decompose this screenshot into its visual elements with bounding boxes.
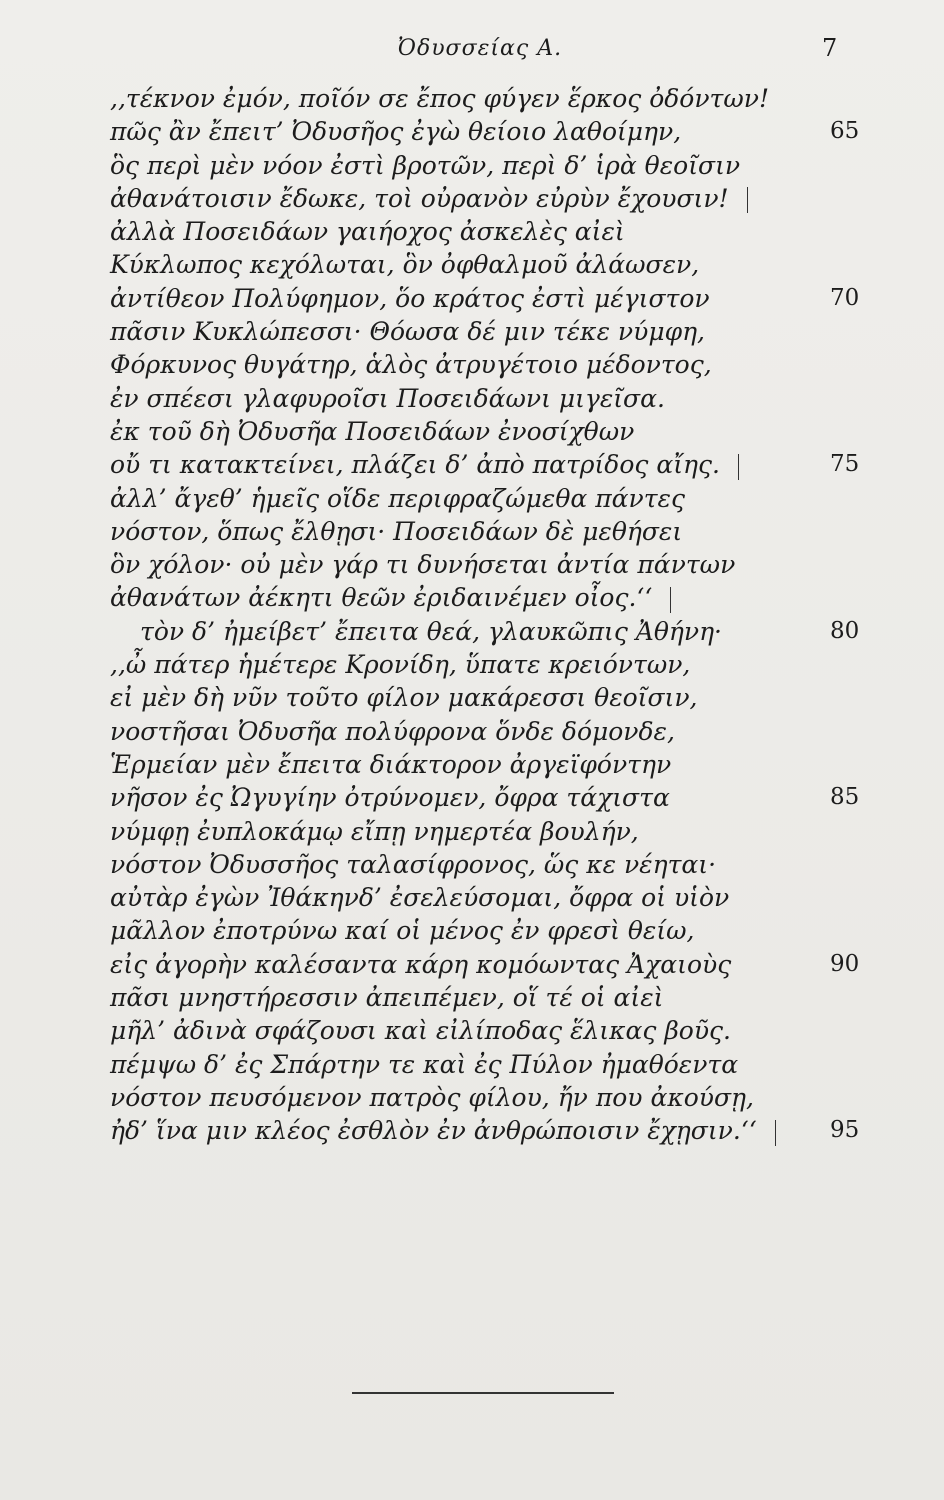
- verse-line: [110, 715, 870, 748]
- verse-text: αὐτὰρ ἐγὼν Ἰθάκηνδ’ ἐσελεύσομαι, ὄφρα οἱ υἱὸν: [110, 883, 730, 913]
- verse-line: [110, 282, 870, 315]
- verse-text: νῆσον ἐς Ὠγυγίην ὀτρύνομεν, ὄφρα τάχιστα: [110, 783, 670, 813]
- verse-line: [110, 1048, 870, 1081]
- verse-line: [110, 948, 870, 981]
- verse-text: ὃν χόλον· οὐ μὲν γάρ τι δυνήσεται ἀντία πάντων: [110, 550, 736, 580]
- verse-division-mark: [670, 587, 671, 613]
- verse-line: [110, 615, 870, 648]
- line-number: 75: [830, 451, 860, 478]
- verse-text: ἀθανάτων ἀέκητι θεῶν ἐριδαινέμεν οἶος.‘‘: [110, 583, 653, 613]
- verse-line: [110, 515, 870, 548]
- verse-line: [110, 881, 870, 914]
- verse-text: ,,ὦ πάτερ ἡμέτερε Κρονίδη, ὕπατε κρειόντων,: [110, 650, 691, 680]
- verse-text: ἀλλ’ ἄγεθ’ ἡμεῖς οἵδε περιφραζώμεθα πάντες: [110, 483, 685, 513]
- verse-line: [110, 848, 870, 881]
- verse-line: [110, 1081, 870, 1114]
- verse-line: [110, 981, 870, 1014]
- verse-text: ἀντίθεον Πολύφημον, ὅο κράτος ἐστὶ μέγιστον: [110, 283, 710, 313]
- verse-line: [110, 681, 870, 714]
- verse-text: Κύκλωπος κεχόλωται, ὃν ὀφθαλμοῦ ἀλάωσεν,: [110, 250, 700, 280]
- page-number: 7: [822, 34, 838, 62]
- verse-line: [110, 448, 870, 481]
- verse-text: νόστον πευσόμενον πατρὸς φίλου, ἤν που ἀκούσῃ,: [110, 1082, 754, 1112]
- verse-line: [110, 115, 870, 148]
- verse-text: οὔ τι κατακτείνει, πλάζει δ’ ἀπὸ πατρίδος αἴης.: [110, 450, 720, 480]
- verse-line: [110, 648, 870, 681]
- verse-text: ὃς περὶ μὲν νόον ἐστὶ βροτῶν, περὶ δ’ ἱρὰ θεοῖσιν: [110, 150, 741, 180]
- verse-text: τὸν δ’ ἠμείβετ’ ἔπειτα θεά, γλαυκῶπις Ἀθήνη·: [140, 616, 723, 646]
- verse-line: [110, 215, 870, 248]
- verse-line: [110, 748, 870, 781]
- verse-text: μῆλ’ ἀδινὰ σφάζουσι καὶ εἰλίποδας ἕλικας βοῦς.: [110, 1016, 731, 1046]
- verse-text: εἰς ἀγορὴν καλέσαντα κάρη κομόωντας Ἀχαιοὺς: [110, 949, 732, 979]
- running-head-title: Ὀδυσσείας Α.: [397, 36, 563, 61]
- verse-text: Φόρκυνος θυγάτηρ, ἁλὸς ἀτρυγέτοιο μέδοντος,: [110, 350, 712, 380]
- verse-text: Ἑρμείαν μὲν ἔπειτα διάκτορον ἀργεϊφόντην: [110, 749, 672, 779]
- verse-line: [110, 1014, 870, 1047]
- verse-line: [110, 348, 870, 381]
- verse-text: ἠδ’ ἵνα μιν κλέος ἐσθλὸν ἐν ἀνθρώποισιν ἔχῃσιν.‘‘: [110, 1116, 757, 1146]
- verse-line: [110, 548, 870, 581]
- verse-text: νόστον Ὀδυσσῆος ταλασίφρονος, ὥς κε νέηται·: [110, 849, 717, 879]
- line-number: 95: [830, 1117, 860, 1144]
- line-number: 90: [830, 950, 860, 977]
- verse-line: [110, 149, 870, 182]
- verse-line: [110, 581, 870, 614]
- end-rule: [352, 1392, 614, 1394]
- verse-text: ἀλλὰ Ποσειδάων γαιήοχος ἀσκελὲς αἰεὶ: [110, 217, 625, 247]
- verse-line: [110, 315, 870, 348]
- verse-line: [110, 415, 870, 448]
- verse-text: ἐν σπέεσι γλαφυροῖσι Ποσειδάωνι μιγεῖσα.: [110, 383, 665, 413]
- verse-division-mark: [738, 454, 739, 480]
- verse-text: πᾶσι μνηστήρεσσιν ἀπειπέμεν, οἵ τέ οἱ αἰεὶ: [110, 983, 664, 1013]
- verse-text: εἰ μὲν δὴ νῦν τοῦτο φίλον μακάρεσσι θεοῖσιν,: [110, 683, 698, 713]
- line-number: 65: [830, 118, 860, 145]
- verse-division-mark: [747, 187, 748, 213]
- verse-line: [110, 914, 870, 947]
- verse-text: ἐκ τοῦ δὴ Ὀδυσῆα Ποσειδάων ἐνοσίχθων: [110, 416, 635, 446]
- verse-line: [110, 815, 870, 848]
- verse-line: [110, 382, 870, 415]
- verse-line: [110, 781, 870, 814]
- verse-text: μᾶλλον ἐποτρύνω καί οἱ μένος ἐν φρεσὶ θείω,: [110, 916, 695, 946]
- verse-text: νύμφῃ ἐυπλοκάμῳ εἴπῃ νημερτέα βουλήν,: [110, 816, 639, 846]
- verse-text: νοστῆσαι Ὀδυσῆα πολύφρονα ὅνδε δόμονδε,: [110, 716, 675, 746]
- verse-line: [110, 182, 870, 215]
- verse-line: [110, 248, 870, 281]
- verse-list: [110, 82, 870, 1148]
- verse-text: νόστον, ὅπως ἔλθῃσι· Ποσειδάων δὲ μεθήσει: [110, 516, 683, 546]
- verse-text: πῶς ἂν ἔπειτ’ Ὀδυσῆος ἐγὼ θείοιο λαθοίμην,: [110, 117, 682, 147]
- line-number: 70: [830, 284, 860, 311]
- line-number: 80: [830, 617, 860, 644]
- line-number: 85: [830, 784, 860, 811]
- verse-line: [110, 82, 870, 115]
- verse-division-mark: [775, 1120, 776, 1146]
- verse-text: ,,τέκνον ἐμόν, ποῖόν σε ἔπος φύγεν ἕρκος ὀδόντων!: [110, 84, 770, 113]
- verse-text: ἀθανάτοισιν ἔδωκε, τοὶ οὐρανὸν εὐρὺν ἔχουσιν!: [110, 183, 729, 213]
- verse-text: πᾶσιν Κυκλώπεσσι· Θόωσα δέ μιν τέκε νύμφη,: [110, 317, 706, 347]
- verse-line: [110, 482, 870, 515]
- verse-line: [110, 1114, 870, 1147]
- verse-text: πέμψω δ’ ἐς Σπάρτην τε καὶ ἐς Πύλον ἠμαθόεντα: [110, 1049, 739, 1079]
